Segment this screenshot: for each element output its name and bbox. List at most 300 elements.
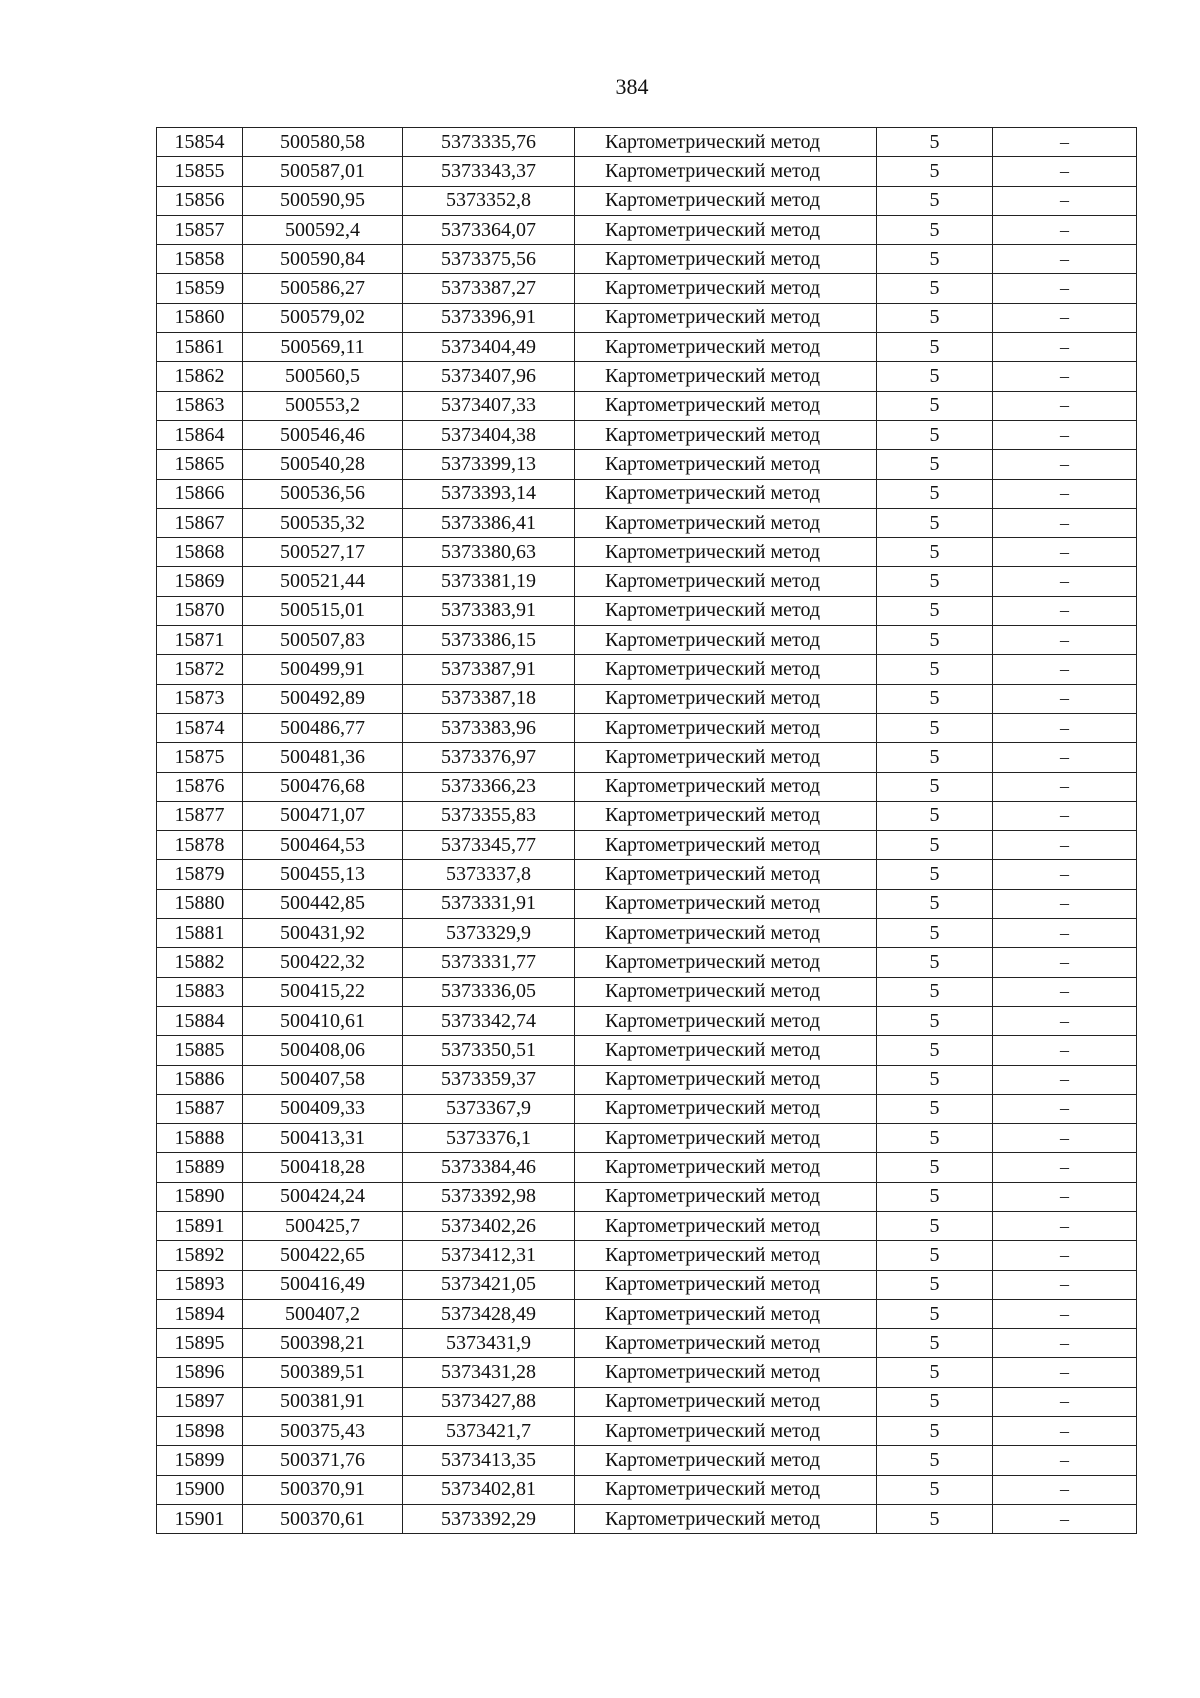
- accuracy-cell: 5: [877, 1387, 993, 1416]
- note-cell: –: [993, 596, 1137, 625]
- method-cell: Картометрический метод: [575, 479, 877, 508]
- y-coordinate-cell: 5373364,07: [403, 215, 575, 244]
- x-coordinate-cell: 500410,61: [243, 1006, 403, 1035]
- x-coordinate-cell: 500416,49: [243, 1270, 403, 1299]
- accuracy-cell: 5: [877, 1270, 993, 1299]
- note-cell: –: [993, 1211, 1137, 1240]
- method-cell: Картометрический метод: [575, 1094, 877, 1123]
- note-cell: –: [993, 948, 1137, 977]
- note-cell: –: [993, 420, 1137, 449]
- accuracy-cell: 5: [877, 128, 993, 157]
- note-cell: –: [993, 303, 1137, 332]
- accuracy-cell: 5: [877, 1329, 993, 1358]
- y-coordinate-cell: 5373413,35: [403, 1446, 575, 1475]
- point-number-cell: 15855: [157, 157, 243, 186]
- y-coordinate-cell: 5373431,9: [403, 1329, 575, 1358]
- accuracy-cell: 5: [877, 1065, 993, 1094]
- y-coordinate-cell: 5373342,74: [403, 1006, 575, 1035]
- table-row: [157, 567, 1137, 596]
- accuracy-cell: 5: [877, 626, 993, 655]
- table-row: [157, 772, 1137, 801]
- point-number-cell: 15879: [157, 860, 243, 889]
- method-cell: Картометрический метод: [575, 362, 877, 391]
- x-coordinate-cell: 500553,2: [243, 391, 403, 420]
- accuracy-cell: 5: [877, 713, 993, 742]
- note-cell: –: [993, 801, 1137, 830]
- accuracy-cell: 5: [877, 1475, 993, 1504]
- accuracy-cell: 5: [877, 508, 993, 537]
- method-cell: Картометрический метод: [575, 1006, 877, 1035]
- point-number-cell: 15886: [157, 1065, 243, 1094]
- note-cell: –: [993, 245, 1137, 274]
- method-cell: Картометрический метод: [575, 1124, 877, 1153]
- y-coordinate-cell: 5373387,91: [403, 655, 575, 684]
- method-cell: Картометрический метод: [575, 538, 877, 567]
- method-cell: Картометрический метод: [575, 128, 877, 157]
- x-coordinate-cell: 500481,36: [243, 743, 403, 772]
- accuracy-cell: 5: [877, 1504, 993, 1533]
- point-number-cell: 15901: [157, 1504, 243, 1533]
- x-coordinate-cell: 500592,4: [243, 215, 403, 244]
- method-cell: Картометрический метод: [575, 684, 877, 713]
- point-number-cell: 15863: [157, 391, 243, 420]
- point-number-cell: 15896: [157, 1358, 243, 1387]
- y-coordinate-cell: 5373386,15: [403, 626, 575, 655]
- method-cell: Картометрический метод: [575, 919, 877, 948]
- table-row: [157, 508, 1137, 537]
- method-cell: Картометрический метод: [575, 1036, 877, 1065]
- method-cell: Картометрический метод: [575, 450, 877, 479]
- x-coordinate-cell: 500409,33: [243, 1094, 403, 1123]
- y-coordinate-cell: 5373383,96: [403, 713, 575, 742]
- note-cell: –: [993, 831, 1137, 860]
- accuracy-cell: 5: [877, 1182, 993, 1211]
- y-coordinate-cell: 5373421,7: [403, 1417, 575, 1446]
- point-number-cell: 15861: [157, 333, 243, 362]
- y-coordinate-cell: 5373329,9: [403, 919, 575, 948]
- note-cell: –: [993, 1446, 1137, 1475]
- y-coordinate-cell: 5373428,49: [403, 1299, 575, 1328]
- x-coordinate-cell: 500464,53: [243, 831, 403, 860]
- point-number-cell: 15882: [157, 948, 243, 977]
- table-row: [157, 1065, 1137, 1094]
- table-row: [157, 1475, 1137, 1504]
- method-cell: Картометрический метод: [575, 831, 877, 860]
- table-row: [157, 538, 1137, 567]
- accuracy-cell: 5: [877, 1124, 993, 1153]
- y-coordinate-cell: 5373399,13: [403, 450, 575, 479]
- note-cell: –: [993, 1094, 1137, 1123]
- accuracy-cell: 5: [877, 1358, 993, 1387]
- page-number: 384: [615, 74, 649, 99]
- y-coordinate-cell: 5373337,8: [403, 860, 575, 889]
- note-cell: –: [993, 889, 1137, 918]
- x-coordinate-cell: 500398,21: [243, 1329, 403, 1358]
- y-coordinate-cell: 5373355,83: [403, 801, 575, 830]
- accuracy-cell: 5: [877, 1006, 993, 1035]
- method-cell: Картометрический метод: [575, 1504, 877, 1533]
- point-number-cell: 15868: [157, 538, 243, 567]
- table-row: [157, 1329, 1137, 1358]
- table-row: [157, 1504, 1137, 1533]
- note-cell: –: [993, 391, 1137, 420]
- point-number-cell: 15857: [157, 215, 243, 244]
- method-cell: Картометрический метод: [575, 1182, 877, 1211]
- x-coordinate-cell: 500535,32: [243, 508, 403, 537]
- accuracy-cell: 5: [877, 801, 993, 830]
- y-coordinate-cell: 5373336,05: [403, 977, 575, 1006]
- x-coordinate-cell: 500569,11: [243, 333, 403, 362]
- y-coordinate-cell: 5373407,33: [403, 391, 575, 420]
- table-row: [157, 215, 1137, 244]
- point-number-cell: 15889: [157, 1153, 243, 1182]
- x-coordinate-cell: 500499,91: [243, 655, 403, 684]
- accuracy-cell: 5: [877, 333, 993, 362]
- note-cell: –: [993, 1504, 1137, 1533]
- point-number-cell: 15873: [157, 684, 243, 713]
- y-coordinate-cell: 5373335,76: [403, 128, 575, 157]
- point-number-cell: 15859: [157, 274, 243, 303]
- point-number-cell: 15898: [157, 1417, 243, 1446]
- y-coordinate-cell: 5373331,77: [403, 948, 575, 977]
- x-coordinate-cell: 500413,31: [243, 1124, 403, 1153]
- method-cell: Картометрический метод: [575, 1270, 877, 1299]
- note-cell: –: [993, 215, 1137, 244]
- note-cell: –: [993, 1417, 1137, 1446]
- point-number-cell: 15865: [157, 450, 243, 479]
- table-row: [157, 948, 1137, 977]
- table-row: [157, 1387, 1137, 1416]
- table-row: [157, 1241, 1137, 1270]
- accuracy-cell: 5: [877, 303, 993, 332]
- y-coordinate-cell: 5373343,37: [403, 157, 575, 186]
- table-row: [157, 860, 1137, 889]
- method-cell: Картометрический метод: [575, 626, 877, 655]
- method-cell: Картометрический метод: [575, 801, 877, 830]
- y-coordinate-cell: 5373412,31: [403, 1241, 575, 1270]
- method-cell: Картометрический метод: [575, 655, 877, 684]
- y-coordinate-cell: 5373421,05: [403, 1270, 575, 1299]
- table-row: [157, 1182, 1137, 1211]
- x-coordinate-cell: 500418,28: [243, 1153, 403, 1182]
- method-cell: Картометрический метод: [575, 274, 877, 303]
- accuracy-cell: 5: [877, 919, 993, 948]
- x-coordinate-cell: 500507,83: [243, 626, 403, 655]
- point-number-cell: 15856: [157, 186, 243, 215]
- point-number-cell: 15897: [157, 1387, 243, 1416]
- x-coordinate-cell: 500370,91: [243, 1475, 403, 1504]
- point-number-cell: 15860: [157, 303, 243, 332]
- y-coordinate-cell: 5373359,37: [403, 1065, 575, 1094]
- x-coordinate-cell: 500486,77: [243, 713, 403, 742]
- point-number-cell: 15875: [157, 743, 243, 772]
- x-coordinate-cell: 500580,58: [243, 128, 403, 157]
- point-number-cell: 15878: [157, 831, 243, 860]
- point-number-cell: 15870: [157, 596, 243, 625]
- note-cell: –: [993, 479, 1137, 508]
- note-cell: –: [993, 1153, 1137, 1182]
- note-cell: –: [993, 1299, 1137, 1328]
- accuracy-cell: 5: [877, 186, 993, 215]
- note-cell: –: [993, 1182, 1137, 1211]
- note-cell: –: [993, 508, 1137, 537]
- method-cell: Картометрический метод: [575, 772, 877, 801]
- y-coordinate-cell: 5373386,41: [403, 508, 575, 537]
- accuracy-cell: 5: [877, 889, 993, 918]
- table-row: [157, 1358, 1137, 1387]
- method-cell: Картометрический метод: [575, 1153, 877, 1182]
- note-cell: –: [993, 274, 1137, 303]
- note-cell: –: [993, 1036, 1137, 1065]
- y-coordinate-cell: 5373392,29: [403, 1504, 575, 1533]
- note-cell: –: [993, 1387, 1137, 1416]
- y-coordinate-cell: 5373387,18: [403, 684, 575, 713]
- x-coordinate-cell: 500587,01: [243, 157, 403, 186]
- x-coordinate-cell: 500590,95: [243, 186, 403, 215]
- method-cell: Картометрический метод: [575, 1417, 877, 1446]
- note-cell: –: [993, 1270, 1137, 1299]
- table-row: [157, 303, 1137, 332]
- y-coordinate-cell: 5373384,46: [403, 1153, 575, 1182]
- note-cell: –: [993, 772, 1137, 801]
- x-coordinate-cell: 500442,85: [243, 889, 403, 918]
- point-number-cell: 15881: [157, 919, 243, 948]
- x-coordinate-cell: 500590,84: [243, 245, 403, 274]
- y-coordinate-cell: 5373396,91: [403, 303, 575, 332]
- method-cell: Картометрический метод: [575, 1329, 877, 1358]
- y-coordinate-cell: 5373402,81: [403, 1475, 575, 1504]
- table-row: [157, 889, 1137, 918]
- table-row: [157, 274, 1137, 303]
- y-coordinate-cell: 5373375,56: [403, 245, 575, 274]
- note-cell: –: [993, 186, 1137, 215]
- table-row: [157, 1417, 1137, 1446]
- point-number-cell: 15887: [157, 1094, 243, 1123]
- note-cell: –: [993, 743, 1137, 772]
- table-row: [157, 333, 1137, 362]
- note-cell: –: [993, 157, 1137, 186]
- accuracy-cell: 5: [877, 1299, 993, 1328]
- table-row: [157, 1446, 1137, 1475]
- point-number-cell: 15890: [157, 1182, 243, 1211]
- method-cell: Картометрический метод: [575, 186, 877, 215]
- accuracy-cell: 5: [877, 450, 993, 479]
- method-cell: Картометрический метод: [575, 333, 877, 362]
- method-cell: Картометрический метод: [575, 1475, 877, 1504]
- accuracy-cell: 5: [877, 391, 993, 420]
- point-number-cell: 15874: [157, 713, 243, 742]
- accuracy-cell: 5: [877, 948, 993, 977]
- note-cell: –: [993, 1006, 1137, 1035]
- y-coordinate-cell: 5373387,27: [403, 274, 575, 303]
- table-row: [157, 1036, 1137, 1065]
- accuracy-cell: 5: [877, 596, 993, 625]
- x-coordinate-cell: 500422,65: [243, 1241, 403, 1270]
- table-row: [157, 831, 1137, 860]
- table-row: [157, 1094, 1137, 1123]
- x-coordinate-cell: 500540,28: [243, 450, 403, 479]
- method-cell: Картометрический метод: [575, 303, 877, 332]
- accuracy-cell: 5: [877, 1036, 993, 1065]
- point-number-cell: 15894: [157, 1299, 243, 1328]
- table-row: [157, 157, 1137, 186]
- note-cell: –: [993, 333, 1137, 362]
- table-row: [157, 655, 1137, 684]
- table-row: [157, 626, 1137, 655]
- point-number-cell: 15867: [157, 508, 243, 537]
- coordinates-table-body: [157, 128, 1137, 1534]
- y-coordinate-cell: 5373404,38: [403, 420, 575, 449]
- note-cell: –: [993, 713, 1137, 742]
- note-cell: –: [993, 1475, 1137, 1504]
- table-row: [157, 977, 1137, 1006]
- point-number-cell: 15862: [157, 362, 243, 391]
- note-cell: –: [993, 1065, 1137, 1094]
- accuracy-cell: 5: [877, 567, 993, 596]
- method-cell: Картометрический метод: [575, 713, 877, 742]
- point-number-cell: 15869: [157, 567, 243, 596]
- accuracy-cell: 5: [877, 479, 993, 508]
- note-cell: –: [993, 655, 1137, 684]
- table-row: [157, 479, 1137, 508]
- method-cell: Картометрический метод: [575, 1299, 877, 1328]
- accuracy-cell: 5: [877, 1446, 993, 1475]
- y-coordinate-cell: 5373404,49: [403, 333, 575, 362]
- note-cell: –: [993, 128, 1137, 157]
- point-number-cell: 15899: [157, 1446, 243, 1475]
- y-coordinate-cell: 5373407,96: [403, 362, 575, 391]
- method-cell: Картометрический метод: [575, 1065, 877, 1094]
- y-coordinate-cell: 5373431,28: [403, 1358, 575, 1387]
- x-coordinate-cell: 500370,61: [243, 1504, 403, 1533]
- accuracy-cell: 5: [877, 274, 993, 303]
- method-cell: Картометрический метод: [575, 567, 877, 596]
- table-row: [157, 1270, 1137, 1299]
- x-coordinate-cell: 500586,27: [243, 274, 403, 303]
- x-coordinate-cell: 500536,56: [243, 479, 403, 508]
- note-cell: –: [993, 977, 1137, 1006]
- x-coordinate-cell: 500476,68: [243, 772, 403, 801]
- point-number-cell: 15888: [157, 1124, 243, 1153]
- point-number-cell: 15854: [157, 128, 243, 157]
- y-coordinate-cell: 5373376,1: [403, 1124, 575, 1153]
- accuracy-cell: 5: [877, 1417, 993, 1446]
- method-cell: Картометрический метод: [575, 420, 877, 449]
- x-coordinate-cell: 500381,91: [243, 1387, 403, 1416]
- point-number-cell: 15895: [157, 1329, 243, 1358]
- note-cell: –: [993, 919, 1137, 948]
- point-number-cell: 15900: [157, 1475, 243, 1504]
- x-coordinate-cell: 500546,46: [243, 420, 403, 449]
- method-cell: Картометрический метод: [575, 157, 877, 186]
- accuracy-cell: 5: [877, 743, 993, 772]
- note-cell: –: [993, 626, 1137, 655]
- note-cell: –: [993, 362, 1137, 391]
- table-row: [157, 684, 1137, 713]
- method-cell: Картометрический метод: [575, 1211, 877, 1240]
- x-coordinate-cell: 500408,06: [243, 1036, 403, 1065]
- y-coordinate-cell: 5373331,91: [403, 889, 575, 918]
- accuracy-cell: 5: [877, 1241, 993, 1270]
- note-cell: –: [993, 1329, 1137, 1358]
- point-number-cell: 15891: [157, 1211, 243, 1240]
- accuracy-cell: 5: [877, 1153, 993, 1182]
- y-coordinate-cell: 5373366,23: [403, 772, 575, 801]
- accuracy-cell: 5: [877, 772, 993, 801]
- accuracy-cell: 5: [877, 245, 993, 274]
- table-row: [157, 420, 1137, 449]
- note-cell: –: [993, 1124, 1137, 1153]
- x-coordinate-cell: 500579,02: [243, 303, 403, 332]
- table-row: [157, 1124, 1137, 1153]
- point-number-cell: 15872: [157, 655, 243, 684]
- method-cell: Картометрический метод: [575, 596, 877, 625]
- note-cell: –: [993, 684, 1137, 713]
- accuracy-cell: 5: [877, 977, 993, 1006]
- table-row: [157, 1211, 1137, 1240]
- point-number-cell: 15885: [157, 1036, 243, 1065]
- x-coordinate-cell: 500415,22: [243, 977, 403, 1006]
- y-coordinate-cell: 5373392,98: [403, 1182, 575, 1211]
- table-row: [157, 1006, 1137, 1035]
- y-coordinate-cell: 5373383,91: [403, 596, 575, 625]
- accuracy-cell: 5: [877, 860, 993, 889]
- x-coordinate-cell: 500560,5: [243, 362, 403, 391]
- table-row: [157, 362, 1137, 391]
- x-coordinate-cell: 500375,43: [243, 1417, 403, 1446]
- table-row: [157, 1299, 1137, 1328]
- y-coordinate-cell: 5373402,26: [403, 1211, 575, 1240]
- method-cell: Картометрический метод: [575, 743, 877, 772]
- point-number-cell: 15884: [157, 1006, 243, 1035]
- method-cell: Картометрический метод: [575, 391, 877, 420]
- table-row: [157, 186, 1137, 215]
- accuracy-cell: 5: [877, 362, 993, 391]
- x-coordinate-cell: 500407,58: [243, 1065, 403, 1094]
- method-cell: Картометрический метод: [575, 215, 877, 244]
- point-number-cell: 15858: [157, 245, 243, 274]
- method-cell: Картометрический метод: [575, 860, 877, 889]
- method-cell: Картометрический метод: [575, 1387, 877, 1416]
- accuracy-cell: 5: [877, 538, 993, 567]
- accuracy-cell: 5: [877, 684, 993, 713]
- point-number-cell: 15866: [157, 479, 243, 508]
- x-coordinate-cell: 500389,51: [243, 1358, 403, 1387]
- note-cell: –: [993, 1241, 1137, 1270]
- point-number-cell: 15880: [157, 889, 243, 918]
- x-coordinate-cell: 500455,13: [243, 860, 403, 889]
- point-number-cell: 15892: [157, 1241, 243, 1270]
- y-coordinate-cell: 5373427,88: [403, 1387, 575, 1416]
- note-cell: –: [993, 567, 1137, 596]
- accuracy-cell: 5: [877, 420, 993, 449]
- y-coordinate-cell: 5373367,9: [403, 1094, 575, 1123]
- table-row: [157, 596, 1137, 625]
- accuracy-cell: 5: [877, 1211, 993, 1240]
- x-coordinate-cell: 500492,89: [243, 684, 403, 713]
- table-row: [157, 743, 1137, 772]
- y-coordinate-cell: 5373345,77: [403, 831, 575, 860]
- point-number-cell: 15893: [157, 1270, 243, 1299]
- note-cell: –: [993, 538, 1137, 567]
- x-coordinate-cell: 500425,7: [243, 1211, 403, 1240]
- method-cell: Картометрический метод: [575, 1446, 877, 1475]
- note-cell: –: [993, 860, 1137, 889]
- y-coordinate-cell: 5373376,97: [403, 743, 575, 772]
- x-coordinate-cell: 500431,92: [243, 919, 403, 948]
- method-cell: Картометрический метод: [575, 1358, 877, 1387]
- y-coordinate-cell: 5373381,19: [403, 567, 575, 596]
